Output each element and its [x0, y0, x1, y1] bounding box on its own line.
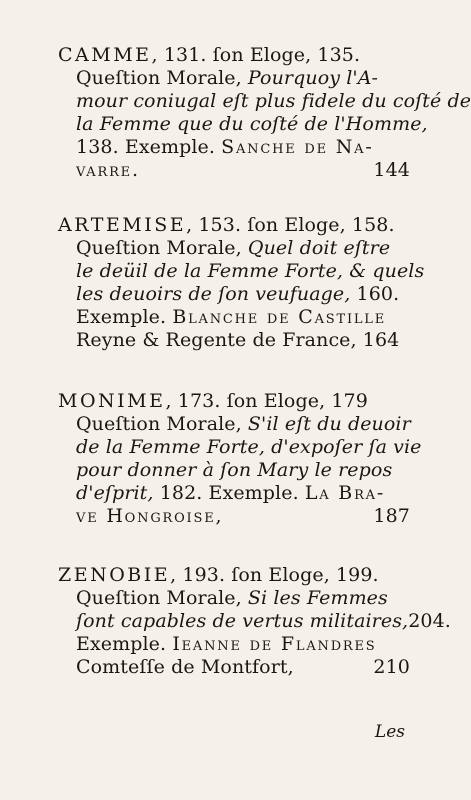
entry-line: Exemple. Blanche de Castille	[76, 306, 387, 328]
entry-line: Queſtion Morale, Pourquoy l'A-	[76, 67, 379, 89]
page-number: 144	[373, 159, 410, 181]
index-entry-artemise	[58, 214, 425, 352]
entry-line: Reyne & Regente de France, 164	[76, 329, 400, 351]
entry-line: ve Hongroise, 187	[76, 505, 410, 527]
entry-line: Exemple. Ieanne de Flandres	[76, 633, 377, 655]
entry-heading: ZENOBIE	[58, 564, 171, 586]
entry-line: CAMME, 131. ſon Eloge, 135.	[58, 44, 361, 66]
catchword: Les	[374, 722, 405, 742]
entry-line: la Femme que du coſté de l'Homme,	[76, 113, 428, 135]
entry-heading: CAMME	[58, 44, 152, 66]
entry-line: mour coniugal eſt plus fidele du coſté de	[76, 90, 471, 112]
entry-line: varre. 144	[76, 159, 410, 181]
index-entry-camme	[58, 44, 471, 182]
entry-line: Queſtion Morale, Quel doit eſtre	[76, 237, 391, 259]
entry-line: le deüil de la Femme Forte, & quels	[76, 260, 425, 282]
entry-line: 138. Exemple. Sanche de Na-	[76, 136, 374, 158]
entry-heading: MONIME	[58, 390, 166, 412]
entry-line: Queſtion Morale, S'il eſt du deuoir	[76, 413, 411, 435]
entry-line: MONIME, 173. ſon Eloge, 179	[58, 390, 368, 412]
entry-line: de la Femme Forte, d'expoſer ſa vie	[76, 436, 422, 458]
entry-line: ſont capables de vertus militaires,204.	[76, 610, 451, 632]
entry-line: les deuoirs de ſon veufuage, 160.	[76, 283, 400, 305]
index-entry-zenobie	[58, 564, 451, 679]
index-entry-monime	[58, 390, 422, 528]
entry-line: ZENOBIE, 193. ſon Eloge, 199.	[58, 564, 379, 586]
entry-line: Queſtion Morale, Si les Femmes	[76, 587, 388, 609]
entry-heading: ARTEMISE	[58, 214, 187, 236]
entry-line: pour donner à ſon Mary le repos	[76, 459, 393, 481]
page-number: 210	[373, 656, 410, 678]
entry-line: ARTEMISE, 153. ſon Eloge, 158.	[58, 214, 395, 236]
entry-line: Comteſſe de Montfort, 210	[76, 656, 410, 678]
page-number: 187	[373, 505, 410, 527]
entry-line: d'eſprit, 182. Exemple. La Bra-	[76, 482, 386, 504]
